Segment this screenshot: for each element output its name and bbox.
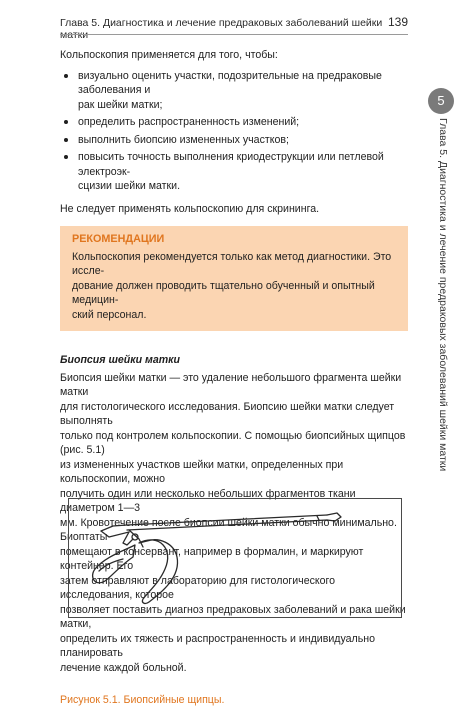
list-item: повысить точность выполнения криодеструкции или петлевой электроэк- сцизии шейки матки. — [60, 150, 408, 194]
page-header — [60, 13, 408, 41]
header-rule — [60, 34, 408, 35]
list-item: визуально оценить участки, подозрительные на предраковые заболевания и рак шейки матки; — [60, 69, 408, 113]
list-item: выполнить биопсию измененных участков; — [60, 133, 408, 148]
recommendation-title: РЕКОМЕНДАЦИИ — [72, 233, 165, 245]
biopsy-forceps-drawing — [69, 499, 403, 619]
side-running-title: Глава 5. Диагностика и лечение предраковых заболеваний шейки матки — [437, 118, 449, 472]
section-title: Биопсия шейки матки — [60, 354, 181, 366]
page-number: 139 — [387, 15, 408, 29]
running-header-title: Глава 5. Диагностика и лечение предраковых заболеваний шейки матки — [60, 17, 383, 41]
bullet-icon — [64, 74, 68, 78]
intro-text: Кольпоскопия применяется для того, чтобы: — [60, 49, 278, 61]
note-text: Не следует применять кольпоскопию для скрининга. — [60, 202, 320, 215]
bullet-icon — [64, 138, 68, 142]
list-item: определить распространенность изменений; — [60, 115, 408, 130]
bullet-list — [60, 69, 408, 194]
recommendation-box — [60, 226, 408, 331]
chapter-tab: 5 — [428, 88, 454, 114]
bullet-icon — [64, 155, 68, 159]
recommendation-text: Кольпоскопия рекомендуется только как метод диагностики. Это иссле- дование должен проводить тщательно обученный и опытный медицин- ский персонал. — [72, 250, 392, 321]
bullet-icon — [64, 120, 68, 124]
figure-frame — [68, 498, 402, 618]
figure-caption: Рисунок 5.1. Биопсийные щипцы. — [60, 694, 225, 706]
body-paragraph: Биопсия шейки матки — это удаление небольшого фрагмента шейки матки для гистологического исследования. Биопсию шейки матки следует выполнять только под контролем кольпоскопии. С помощью биопсийных щипцов (рис. 5.1) из измененных участков шейки матки, определенных при кольпоскопии, можно получить один или несколько небольших фрагментов ткани диаметром 1—3 мм. Кровотечение после биопсии шейки матки обычно минимально. Биоптаты помещают в консервант, например в формалин, и маркируют контейнер. Его затем отправляют в лабораторию для гистологического исследования, которое позволяет поставить диагноз предраковых заболеваний и рака шейки матки, определить их тяжесть и распространенность и индивидуально планировать лечение каждой больной. — [60, 371, 406, 674]
